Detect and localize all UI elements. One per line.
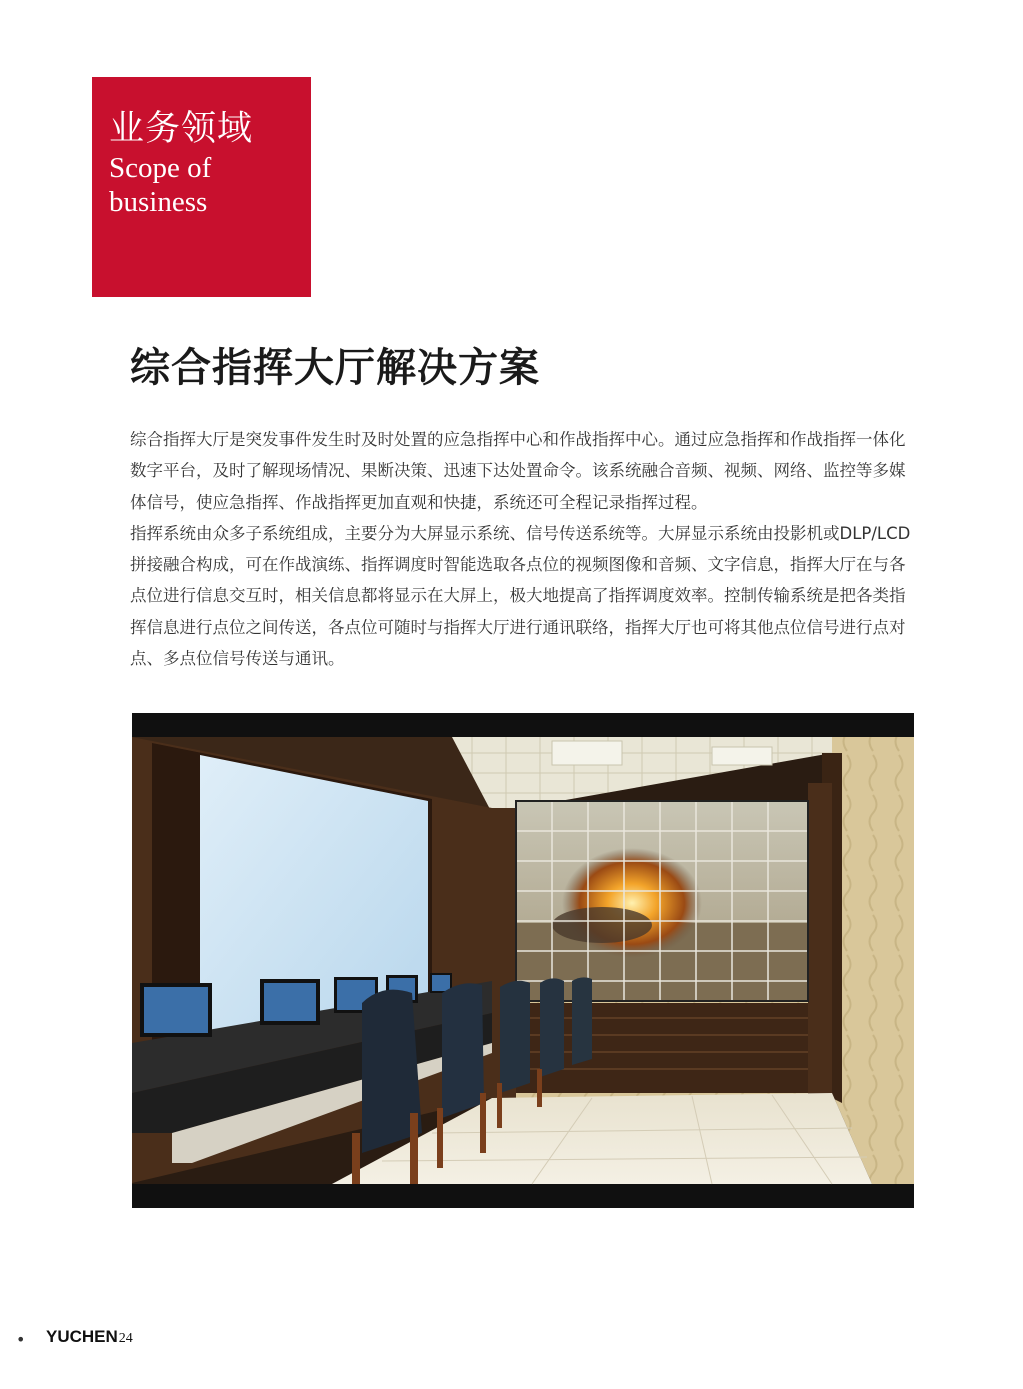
section-title-en-line2: business bbox=[109, 186, 208, 218]
brand-logo-text: YUCHEN bbox=[46, 1327, 118, 1346]
command-hall-photo bbox=[132, 713, 914, 1208]
section-header-block bbox=[92, 77, 311, 297]
article-body bbox=[130, 424, 920, 674]
article-paragraph-1: 综合指挥大厅是突发事件发生时及时处置的应急指挥中心和作战指挥中心。通过应急指挥和作战指挥一体化数字平台，及时了解现场情况、果断决策、迅速下达处置命令。该系统融合音频、视频、网络、监控等多媒体信号，使应急指挥、作战指挥更加直观和快捷，系统还可全程记录指挥过程。 bbox=[130, 430, 906, 512]
section-title-zh: 业务领域 bbox=[109, 109, 254, 149]
footer-brand bbox=[46, 1327, 133, 1347]
section-title-en-line1: Scope of bbox=[109, 152, 212, 184]
article-title: 综合指挥大厅解决方案 bbox=[130, 345, 540, 391]
article-paragraph-2: 指挥系统由众多子系统组成，主要分为大屏显示系统、信号传送系统等。大屏显示系统由投影机或DLP/LCD拼接融合构成，可在作战演练、指挥调度时智能选取各点位的视频图像和音频、文字信息，指挥大厅在与各点位进行信息交互时，相关信息都将显示在大屏上，极大地提高了指挥调度效率。控制传输系统是把各类指挥信息进行点位之间传送，各点位可随时与指挥大厅进行通讯联络，指挥大厅也可将其他点位信号进行点对点、多点位信号传送与通讯。 bbox=[130, 523, 911, 669]
footer-bullet: • bbox=[16, 1330, 26, 1349]
page-number: 24 bbox=[118, 1331, 133, 1346]
